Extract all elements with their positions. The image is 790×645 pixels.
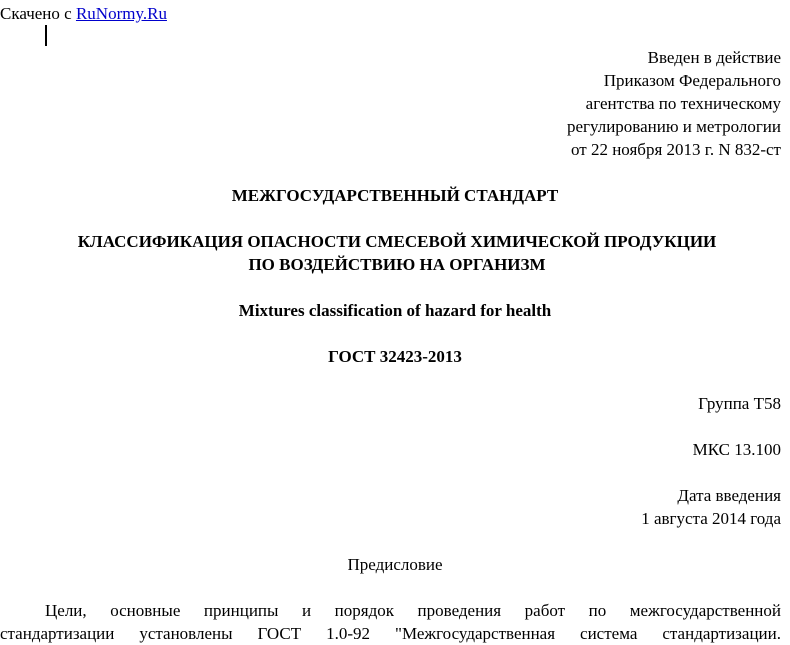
enactment-line: от 22 ноября 2013 г. N 832-ст xyxy=(571,140,781,159)
mks-code: МКС 13.100 xyxy=(692,440,781,459)
introduction-date-block xyxy=(641,484,781,530)
paragraph-line: Цели, основные принципы и порядок проведения работ по межгосударственной xyxy=(45,601,781,620)
standard-type-heading: МЕЖГОСУДАРСТВЕННЫЙ СТАНДАРТ xyxy=(231,186,559,205)
standard-title-english: Mixtures classification of hazard for health xyxy=(238,301,552,320)
text-cursor xyxy=(45,25,47,46)
paragraph-line: стандартизации установлены ГОСТ 1.0-92 "Межгосударственная система стандартизации. xyxy=(0,624,781,643)
preface-heading: Предисловие xyxy=(347,555,443,574)
preface-paragraph xyxy=(0,599,781,645)
enactment-line: агентства по техническому xyxy=(585,94,781,113)
enactment-line: регулированию и метрологии xyxy=(566,117,781,136)
enactment-line: Введен в действие xyxy=(647,48,781,67)
source-link[interactable]: RuNormy.Ru xyxy=(75,4,167,23)
standard-title-line: КЛАССИФИКАЦИЯ ОПАСНОСТИ СМЕСЕВОЙ ХИМИЧЕСКОЙ ПРОДУКЦИИ xyxy=(77,232,717,251)
source-line xyxy=(0,2,167,25)
standard-title-line: ПО ВОЗДЕЙСТВИЮ НА ОРГАНИЗМ xyxy=(248,255,546,274)
introduction-date-value: 1 августа 2014 года xyxy=(641,509,781,528)
enactment-block xyxy=(567,46,781,161)
source-prefix: Скачено с xyxy=(0,4,76,23)
enactment-line: Приказом Федерального xyxy=(603,71,781,90)
standard-designation: ГОСТ 32423-2013 xyxy=(328,347,462,366)
group-code: Группа Т58 xyxy=(698,394,781,413)
introduction-date-label: Дата введения xyxy=(677,486,781,505)
standard-title xyxy=(2,230,790,276)
